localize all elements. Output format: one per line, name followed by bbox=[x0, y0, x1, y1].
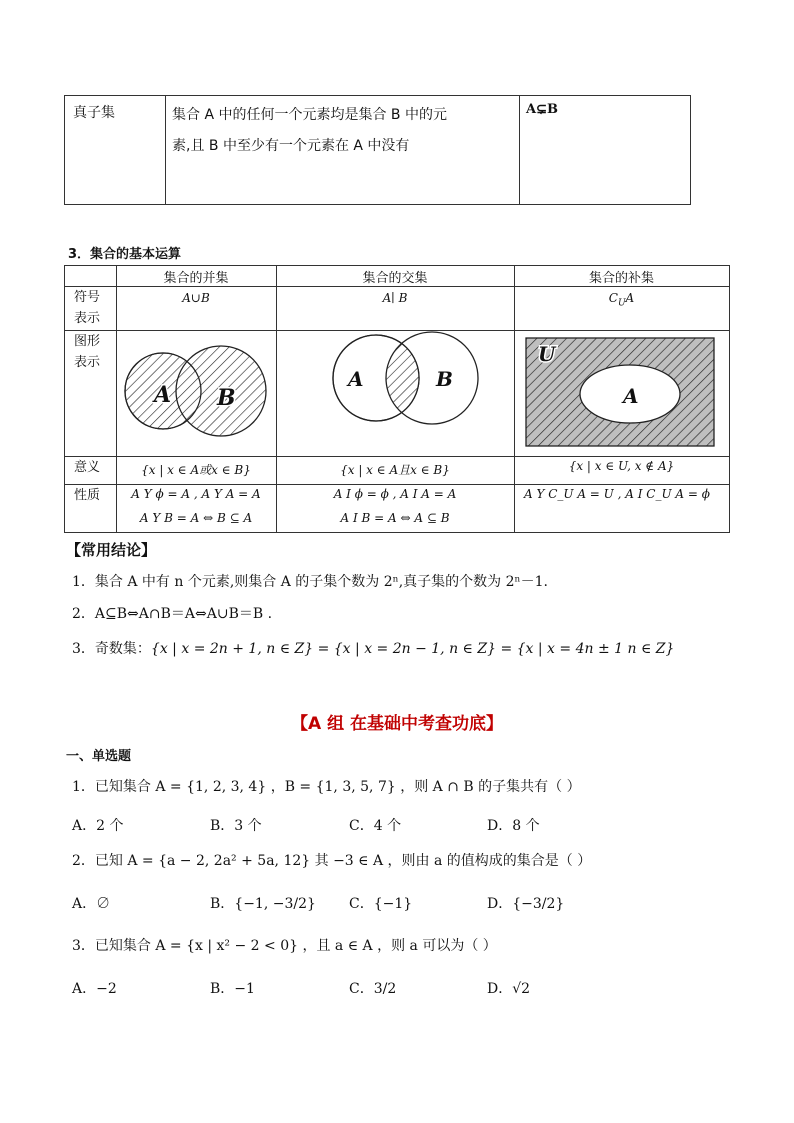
conclusion-2: 2．A⊆B⇔A∩B＝A⇔A∪B＝B . bbox=[72, 606, 273, 622]
question-2-option-b[interactable]: B．{−1, −3/2} bbox=[210, 896, 316, 912]
proper-subset-definition bbox=[166, 96, 520, 204]
proper-subset-table bbox=[64, 95, 691, 205]
header-union: 集合的并集 bbox=[163, 271, 229, 286]
odd-set-formula: {x | x = 2n + 1, n ∈ Z} = {x | x = 2n − 1, n ∈ Z} = {x | x = 4n ± 1 n ∈ Z} bbox=[150, 641, 675, 657]
meaning-union: {x | x ∈ A或x ∈ B} bbox=[141, 463, 251, 477]
conclusion-3: 3．奇数集：{x | x = 2n + 1, n ∈ Z} = {x | x = 2n − 1, n ∈ Z} = {x | x = 4n ± 1 n ∈ Z} bbox=[72, 641, 675, 657]
question-3-option-b[interactable]: B．−1 bbox=[210, 981, 255, 997]
single-choice-title: 一、单选题 bbox=[66, 749, 132, 764]
proper-subset-symbol: A⊊B bbox=[526, 102, 558, 117]
label-figure: 图形 表示 bbox=[74, 334, 101, 370]
question-2-option-c[interactable]: C．{−1} bbox=[349, 896, 413, 912]
venn-complement-label-u: U bbox=[538, 342, 556, 366]
venn-complement-label-a: A bbox=[623, 384, 639, 408]
question-3-option-a[interactable]: A．−2 bbox=[72, 981, 117, 997]
question-1-option-d[interactable]: D．8 个 bbox=[487, 818, 540, 834]
meaning-complement: {x | x ∈ U, x ∉ A} bbox=[568, 459, 675, 473]
question-1-stem: 1．已知集合 A = {1, 2, 3, 4} ，B = {1, 3, 5, 7} ，则 A ∩ B 的子集共有（ ） bbox=[72, 779, 581, 795]
question-2-option-a[interactable]: A．∅ bbox=[72, 896, 111, 912]
question-1-option-b[interactable]: B．3 个 bbox=[210, 818, 262, 834]
property-intersection-2: A I B = A ⇔ A ⊆ B bbox=[340, 511, 450, 525]
question-3-stem: 3．已知集合 A = {x | x² − 2 < 0} ，且 a ∈ A ，则 a 可以为（ ） bbox=[72, 938, 497, 954]
symbol-union: A∪B bbox=[182, 291, 210, 305]
symbol-intersection: A∣ B bbox=[382, 291, 408, 305]
venn-intersection bbox=[276, 331, 514, 455]
question-2-stem: 2．已知 A = {a − 2, 2a² + 5a, 12} 其 −3 ∈ A ，则由 a 的值构成的集合是（ ） bbox=[72, 853, 592, 869]
proper-subset-name: 真子集 bbox=[65, 96, 166, 204]
label-meaning: 意义 bbox=[74, 460, 101, 475]
question-1-option-c[interactable]: C．4 个 bbox=[349, 818, 402, 834]
question-1-option-a[interactable]: A．2 个 bbox=[72, 818, 124, 834]
property-complement-1: A Y C_U A = U , A I C_U A = ϕ bbox=[524, 487, 710, 501]
conclusion-1: 1．集合 A 中有 n 个元素,则集合 A 的子集个数为 2ⁿ,真子集的个数为 2ⁿ－1. bbox=[72, 574, 548, 590]
conclusions-title: 【常用结论】 bbox=[66, 541, 157, 559]
venn-union-label-a: A bbox=[154, 382, 172, 408]
header-complement: 集合的补集 bbox=[588, 271, 654, 286]
venn-union bbox=[116, 331, 276, 455]
question-3-option-d[interactable]: D．√2 bbox=[487, 981, 531, 997]
label-symbol: 符号 表示 bbox=[74, 290, 101, 326]
symbol-complement: $C_UA$ bbox=[608, 291, 635, 309]
meaning-intersection: {x | x ∈ A且x ∈ B} bbox=[340, 463, 450, 477]
question-3-option-c[interactable]: C．3/2 bbox=[349, 981, 397, 997]
set-operations-table bbox=[64, 265, 730, 533]
question-2-option-d[interactable]: D．{−3/2} bbox=[487, 896, 565, 912]
header-intersection: 集合的交集 bbox=[362, 271, 428, 286]
venn-union-label-b: B bbox=[217, 385, 236, 411]
section-3-title: 3．集合的基本运算 bbox=[68, 247, 182, 262]
definition-line-1: 集合 A 中的任何一个元素均是集合 B 中的元 bbox=[172, 107, 447, 123]
label-property: 性质 bbox=[74, 488, 101, 503]
property-union-2: A Y B = A ⇔ B ⊆ A bbox=[139, 511, 253, 525]
venn-intersection-label-a: A bbox=[348, 367, 364, 391]
property-union-1: A Y ϕ = A , A Y A = A bbox=[131, 487, 261, 501]
venn-complement bbox=[514, 331, 729, 455]
definition-line-2: 素,且 B 中至少有一个元素在 A 中没有 bbox=[172, 138, 410, 154]
venn-intersection-label-b: B bbox=[436, 367, 453, 391]
group-a-title: 【A 组 在基础中考查功底】 bbox=[291, 714, 503, 734]
property-intersection-1: A I ϕ = ϕ , A I A = A bbox=[333, 487, 457, 501]
